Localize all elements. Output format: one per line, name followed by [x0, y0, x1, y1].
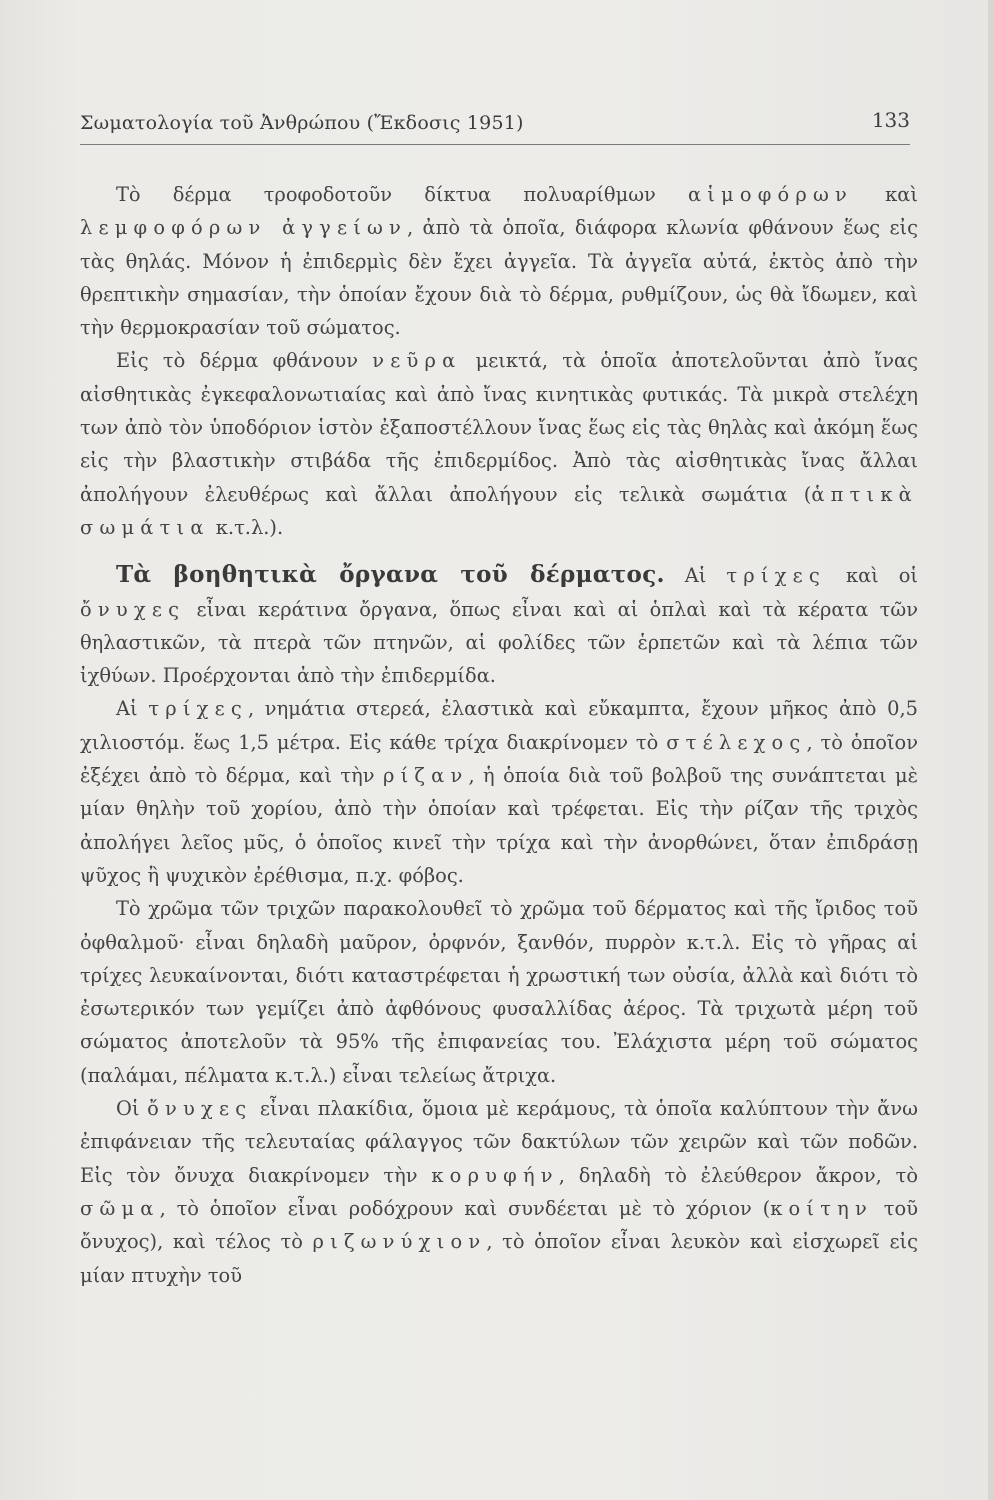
text-run: καὶ οἱ [825, 564, 918, 588]
text-run: καὶ [853, 183, 918, 206]
spaced-term: τρίχες [726, 564, 826, 588]
spaced-term: ὄνυχες [80, 597, 186, 621]
text-run: Τὸ χρῶμα τῶν τριχῶν παρακολουθεῖ τὸ χρῶμα τοῦ δέρματος καὶ τῆς ἴριδος τοῦ ὀφθαλμοῦ· εἶναι δηλαδὴ μαῦρον, ὀρφνόν, ξανθόν, πυρρὸν κ.τ.λ. Εἰς τὸ γῆρας αἱ τρίχες λευκαίνονται, διότι καταστρέφεται ἡ χρωστική των οὐσία, ἀλλὰ καὶ διότι τὸ ἐσωτερικόν των γεμίζει ἀπὸ ἀφθόνους φυσαλλίδας ἀέρος. Τὰ τριχωτὰ μέρη τοῦ σώματος ἀποτελοῦν τὰ 95% τῆς ἐπιφανείας του. Ἐλάχιστα μέρη τοῦ σώματος (παλάμαι, πέλματα κ.τ.λ.) εἶναι τελείως ἄτριχα. [80, 897, 918, 1087]
text-run: , ἀπὸ τὰ ὁποῖα, διάφορα κλωνία φθάνουν ἕως εἰς τὰς θηλάς. Μόνον ἡ ἐπιδερμὶς δὲν ἔχει ἀγγεῖα. Τὰ ἀγγεῖα αὐτά, ἐκτὸς ἀπὸ τὴν θρεπτικὴν σημασίαν, τὴν ὁποίαν ἔχουν διὰ τὸ δέρμα, ρυθμίζουν, ὡς θὰ ἴδωμεν, καὶ τὴν θερμοκρασίαν τοῦ σώματος. [80, 216, 918, 340]
text-run: εἶναι πλακίδια, ὅμοια μὲ κεράμους, τὰ ὁποῖα καλύπτουν τὴν ἄνω ἐπιφάνειαν τῆς τελευταίας φάλαγγος τῶν δακτύλων τῶν χειρῶν καὶ τῶν ποδῶν. Εἰς τὸν ὄνυχα διακρίνομεν τὴν [80, 1097, 918, 1187]
text-run: κ.τ.λ.). [209, 515, 284, 539]
body-text [80, 178, 918, 1292]
text-run: , δηλαδὴ τὸ ἐλεύθερον ἄκρον, τὸ [558, 1163, 918, 1187]
text-run: , τὸ ὁποῖον εἶναι λευκὸν καὶ εἰσχωρεῖ εἰς μίαν πτυχὴν τοῦ [80, 1230, 918, 1287]
text-run: Εἰς τὸ δέρμα φθάνουν [116, 349, 373, 373]
text-run: Αἱ [116, 697, 149, 721]
text-run: Οἱ [116, 1097, 148, 1121]
section-gap [80, 544, 918, 558]
section-heading: Τὰ βοηθητικὰ ὄργανα τοῦ δέρματος. [116, 561, 665, 589]
text-run: μεικτά, τὰ ὁποῖα ἀποτελοῦνται ἀπὸ ἴνας αἰσθητικὰς ἐγκεφαλονωτιαίας καὶ ἀπὸ ἴνας κινητικὰς φυτικάς. Τὰ μικρὰ στελέχη των ἀπὸ τὸν ὑποδόριον ἱστὸν ἐξαποστέλλουν ἴνας ἕως εἰς τὰς θηλὰς καὶ ἀκόμη ἕως εἰς τὴν βλαστικὴν στιβάδα τῆς ἐπιδερμίδος. Ἀπὸ τὰς αἰσθητικὰς ἴνας ἄλλαι ἀπολήγουν ἐλευθέρως καὶ ἄλλαι ἀπολήγουν εἰς τελικὰ σωμάτια ( [80, 349, 919, 506]
text-run: εἶναι κεράτινα ὄργανα, ὅπως εἶναι καὶ αἱ ὁπλαὶ καὶ τὰ κέρατα τῶν θηλαστικῶν, τὰ πτερὰ τῶν πτηνῶν, αἱ φολίδες τῶν ἑρπετῶν καὶ τὰ λέπια τῶν ἰχθύων. Προέρχονται ἀπὸ τὴν ἐπιδερμίδα. [80, 597, 918, 688]
spaced-term: λεμφοφόρων ἀγγείων [80, 216, 408, 240]
spaced-term: κοίτην [770, 1196, 873, 1220]
text-run: Τὸ δέρμα τροφοδοτοῦν δίκτυα πολυαρίθμων [116, 183, 688, 206]
page-header [80, 108, 910, 145]
page-edge-shadow [988, 0, 994, 1500]
text-run: τοῦ ὄνυχος), καὶ τέλος τὸ [80, 1196, 918, 1254]
spaced-term: ἁπτικὰ σωμάτια [80, 482, 918, 539]
spaced-term: ρίζαν [383, 764, 469, 788]
text-run: , τὸ ὁποῖον ἐξέχει ἀπὸ τὸ δέρμα, καὶ τὴν [80, 730, 918, 788]
paragraph-nails [80, 1092, 918, 1292]
spaced-term: τρίχες [148, 697, 248, 721]
text-run: , ἡ ὁποία διὰ τοῦ βολβοῦ της συνάπτεται μὲ μίαν θηλὴν τοῦ χορίου, ἀπὸ τὴν ὁποίαν καὶ τρέφεται. Εἰς τὴν ρίζαν τῆς τριχὸς ἀπολήγει λεῖος μῦς, ὁ ὁποῖος κινεῖ τὴν τρίχα καὶ τὴν ἀνορθώνει, ὅταν ἐπιδράσῃ ψῦχος ἢ ψυχικὸν ἐρέθισμα, π.χ. φόβος. [80, 764, 918, 887]
paragraph-accessory-organs [80, 558, 918, 692]
spaced-term: ριζωνύχιον [312, 1230, 487, 1254]
paragraph-blood-vessels [80, 178, 918, 344]
text-run: , τὸ ὁποῖον εἶναι ροδόχρουν καὶ συνδέεται μὲ τὸ χόριον ( [159, 1196, 771, 1220]
running-title: Σωματολογία τοῦ Ἀνθρώπου (Ἔκδοσις 1951) [80, 112, 524, 134]
paragraph-nerves [80, 344, 918, 544]
page-number: 133 [871, 108, 910, 132]
text-run: , νημάτια στερεά, ἐλαστικὰ καὶ εὔκαμπτα, ἔχουν μῆκος ἀπὸ 0,5 χιλιοστόμ. ἕως 1,5 μέτρα. Εἰς κάθε τρίχα διακρίνομεν τὸ [80, 697, 918, 754]
spaced-term: στέλεχος [666, 730, 807, 754]
spaced-term: ὄνυχες [147, 1097, 253, 1121]
spaced-term: σῶμα [80, 1196, 160, 1220]
spaced-term: νεῦρα [372, 349, 462, 373]
paragraph-hair-color [80, 892, 918, 1092]
text-run: Αἱ [664, 564, 727, 588]
paragraph-hairs [80, 692, 918, 892]
spaced-term: αἱμοφόρων [687, 183, 854, 206]
spaced-term: κορυφήν [431, 1163, 559, 1187]
